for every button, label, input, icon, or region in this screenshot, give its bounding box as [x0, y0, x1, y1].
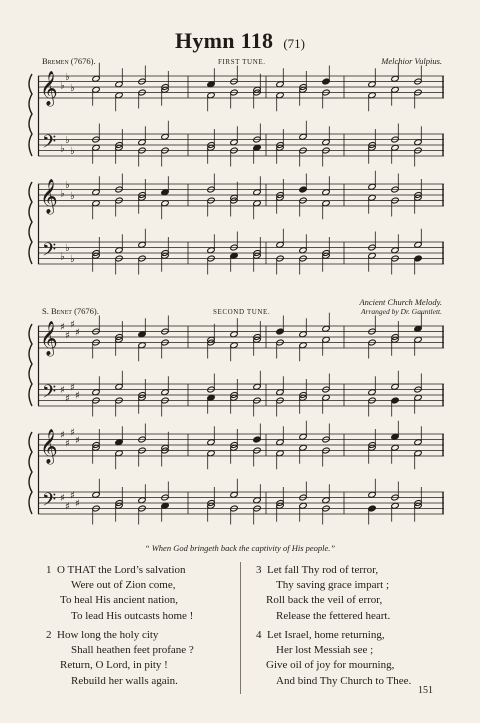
- verse-1-number: 1: [46, 564, 52, 576]
- music-system-4: [38, 428, 444, 520]
- verse-4: [256, 628, 446, 689]
- verse-4-line-2: Her lost Messiah see ;: [276, 644, 374, 657]
- verse-2-line-1: [46, 628, 236, 643]
- svg-text:𝄢: 𝄢: [42, 240, 57, 265]
- verse-3-line-3: Roll back the veil of error,: [266, 594, 383, 607]
- svg-text:♯: ♯: [65, 438, 70, 450]
- svg-text:♭: ♭: [70, 191, 75, 202]
- verse-1-line-1: [46, 563, 236, 578]
- svg-text:♭: ♭: [60, 80, 65, 92]
- tune-2-composer: Ancient Church Melody.: [359, 297, 442, 307]
- verse-1: [46, 563, 236, 624]
- tune-1-name: Bremen (7676).: [42, 56, 96, 66]
- verse-4-line-3: Give oil of joy for mourning,: [266, 659, 395, 672]
- verse-4-number: 4: [256, 629, 262, 641]
- svg-text:𝄢: 𝄢: [42, 132, 57, 157]
- svg-text:𝄢: 𝄢: [42, 490, 57, 515]
- svg-text:♯: ♯: [75, 498, 80, 510]
- music-system-1: [38, 70, 444, 162]
- verse-1-line-4: To lead His outcasts home !: [71, 609, 194, 622]
- svg-text:𝄢: 𝄢: [42, 382, 57, 407]
- tune-2-arranger: Arranged by Dr. Gauntlett.: [360, 307, 442, 316]
- svg-text:♯: ♯: [60, 430, 65, 441]
- music-system-3: [38, 320, 444, 412]
- verse-2-line-3: Return, O Lord, in pity !: [60, 659, 168, 672]
- scripture-caption: “ When God bringeth back the captivity of His people.”: [144, 543, 336, 553]
- verse-3-number: 3: [256, 564, 262, 576]
- svg-text:♯: ♯: [60, 385, 65, 396]
- hymn-reference-number: (71): [283, 36, 306, 51]
- svg-text:♯: ♯: [65, 330, 70, 342]
- svg-text:♯: ♯: [75, 327, 80, 339]
- verse-2-line-4: Rebuild her walls again.: [71, 674, 178, 687]
- tune-2-label: SECOND TUNE.: [213, 308, 271, 316]
- svg-text:♯: ♯: [70, 490, 75, 502]
- svg-text:♯: ♯: [70, 382, 75, 394]
- svg-text:♭: ♭: [70, 146, 75, 157]
- svg-text:♯: ♯: [75, 435, 80, 447]
- verse-3-line-2: Thy saving grace impart ;: [276, 579, 390, 592]
- verse-line: O THAT the Lord’s salvation: [57, 564, 186, 576]
- verse-3-line-4: Release the fettered heart.: [276, 609, 391, 622]
- tune-2-name: S. Benet (7676).: [42, 306, 99, 316]
- svg-text:𝄞: 𝄞: [40, 71, 58, 106]
- verse-line: How long the holy city: [57, 629, 159, 641]
- tune-1-label: FIRST TUNE.: [218, 58, 266, 66]
- svg-text:♯: ♯: [60, 493, 65, 504]
- hymn-title: [0, 28, 480, 54]
- verse-4-line-1: [256, 628, 446, 643]
- svg-text:♭: ♭: [60, 143, 65, 155]
- svg-text:♯: ♯: [70, 319, 75, 331]
- verse-2-number: 2: [46, 629, 52, 641]
- verse-2: [46, 628, 236, 689]
- svg-text:♭: ♭: [65, 135, 70, 146]
- svg-text:♯: ♯: [75, 390, 80, 402]
- svg-text:♯: ♯: [60, 322, 65, 333]
- svg-text:♭: ♭: [70, 83, 75, 94]
- svg-text:♯: ♯: [70, 427, 75, 439]
- verse-line: Let fall Thy rod of terror,: [267, 564, 379, 576]
- svg-text:♯: ♯: [65, 393, 70, 405]
- svg-text:𝄞: 𝄞: [40, 179, 58, 214]
- verse-3-line-1: [256, 563, 446, 578]
- svg-text:♭: ♭: [60, 251, 65, 263]
- tune-1-composer: Melchior Vulpius.: [381, 56, 442, 66]
- column-divider: [240, 562, 241, 694]
- verse-1-line-3: To heal His ancient nation,: [60, 594, 179, 607]
- svg-text:♭: ♭: [65, 243, 70, 254]
- hymn-heading: Hymn 118: [174, 28, 274, 53]
- verse-1-line-2: Were out of Zion come,: [71, 579, 176, 592]
- verse-line: Let Israel, home returning,: [267, 629, 385, 641]
- svg-text:𝄞: 𝄞: [40, 429, 58, 464]
- svg-text:♯: ♯: [65, 501, 70, 513]
- verse-3: [256, 563, 446, 624]
- svg-text:♭: ♭: [70, 254, 75, 265]
- svg-text:♭: ♭: [60, 188, 65, 200]
- svg-text:𝄞: 𝄞: [40, 321, 58, 356]
- page-number: 151: [418, 685, 433, 696]
- verse-2-line-2: Shall heathen feet profane ?: [71, 644, 194, 657]
- svg-text:♭: ♭: [65, 180, 70, 191]
- music-system-2: [38, 178, 444, 270]
- verse-4-line-4: And bind Thy Church to Thee.: [276, 674, 412, 687]
- svg-text:♭: ♭: [65, 72, 70, 83]
